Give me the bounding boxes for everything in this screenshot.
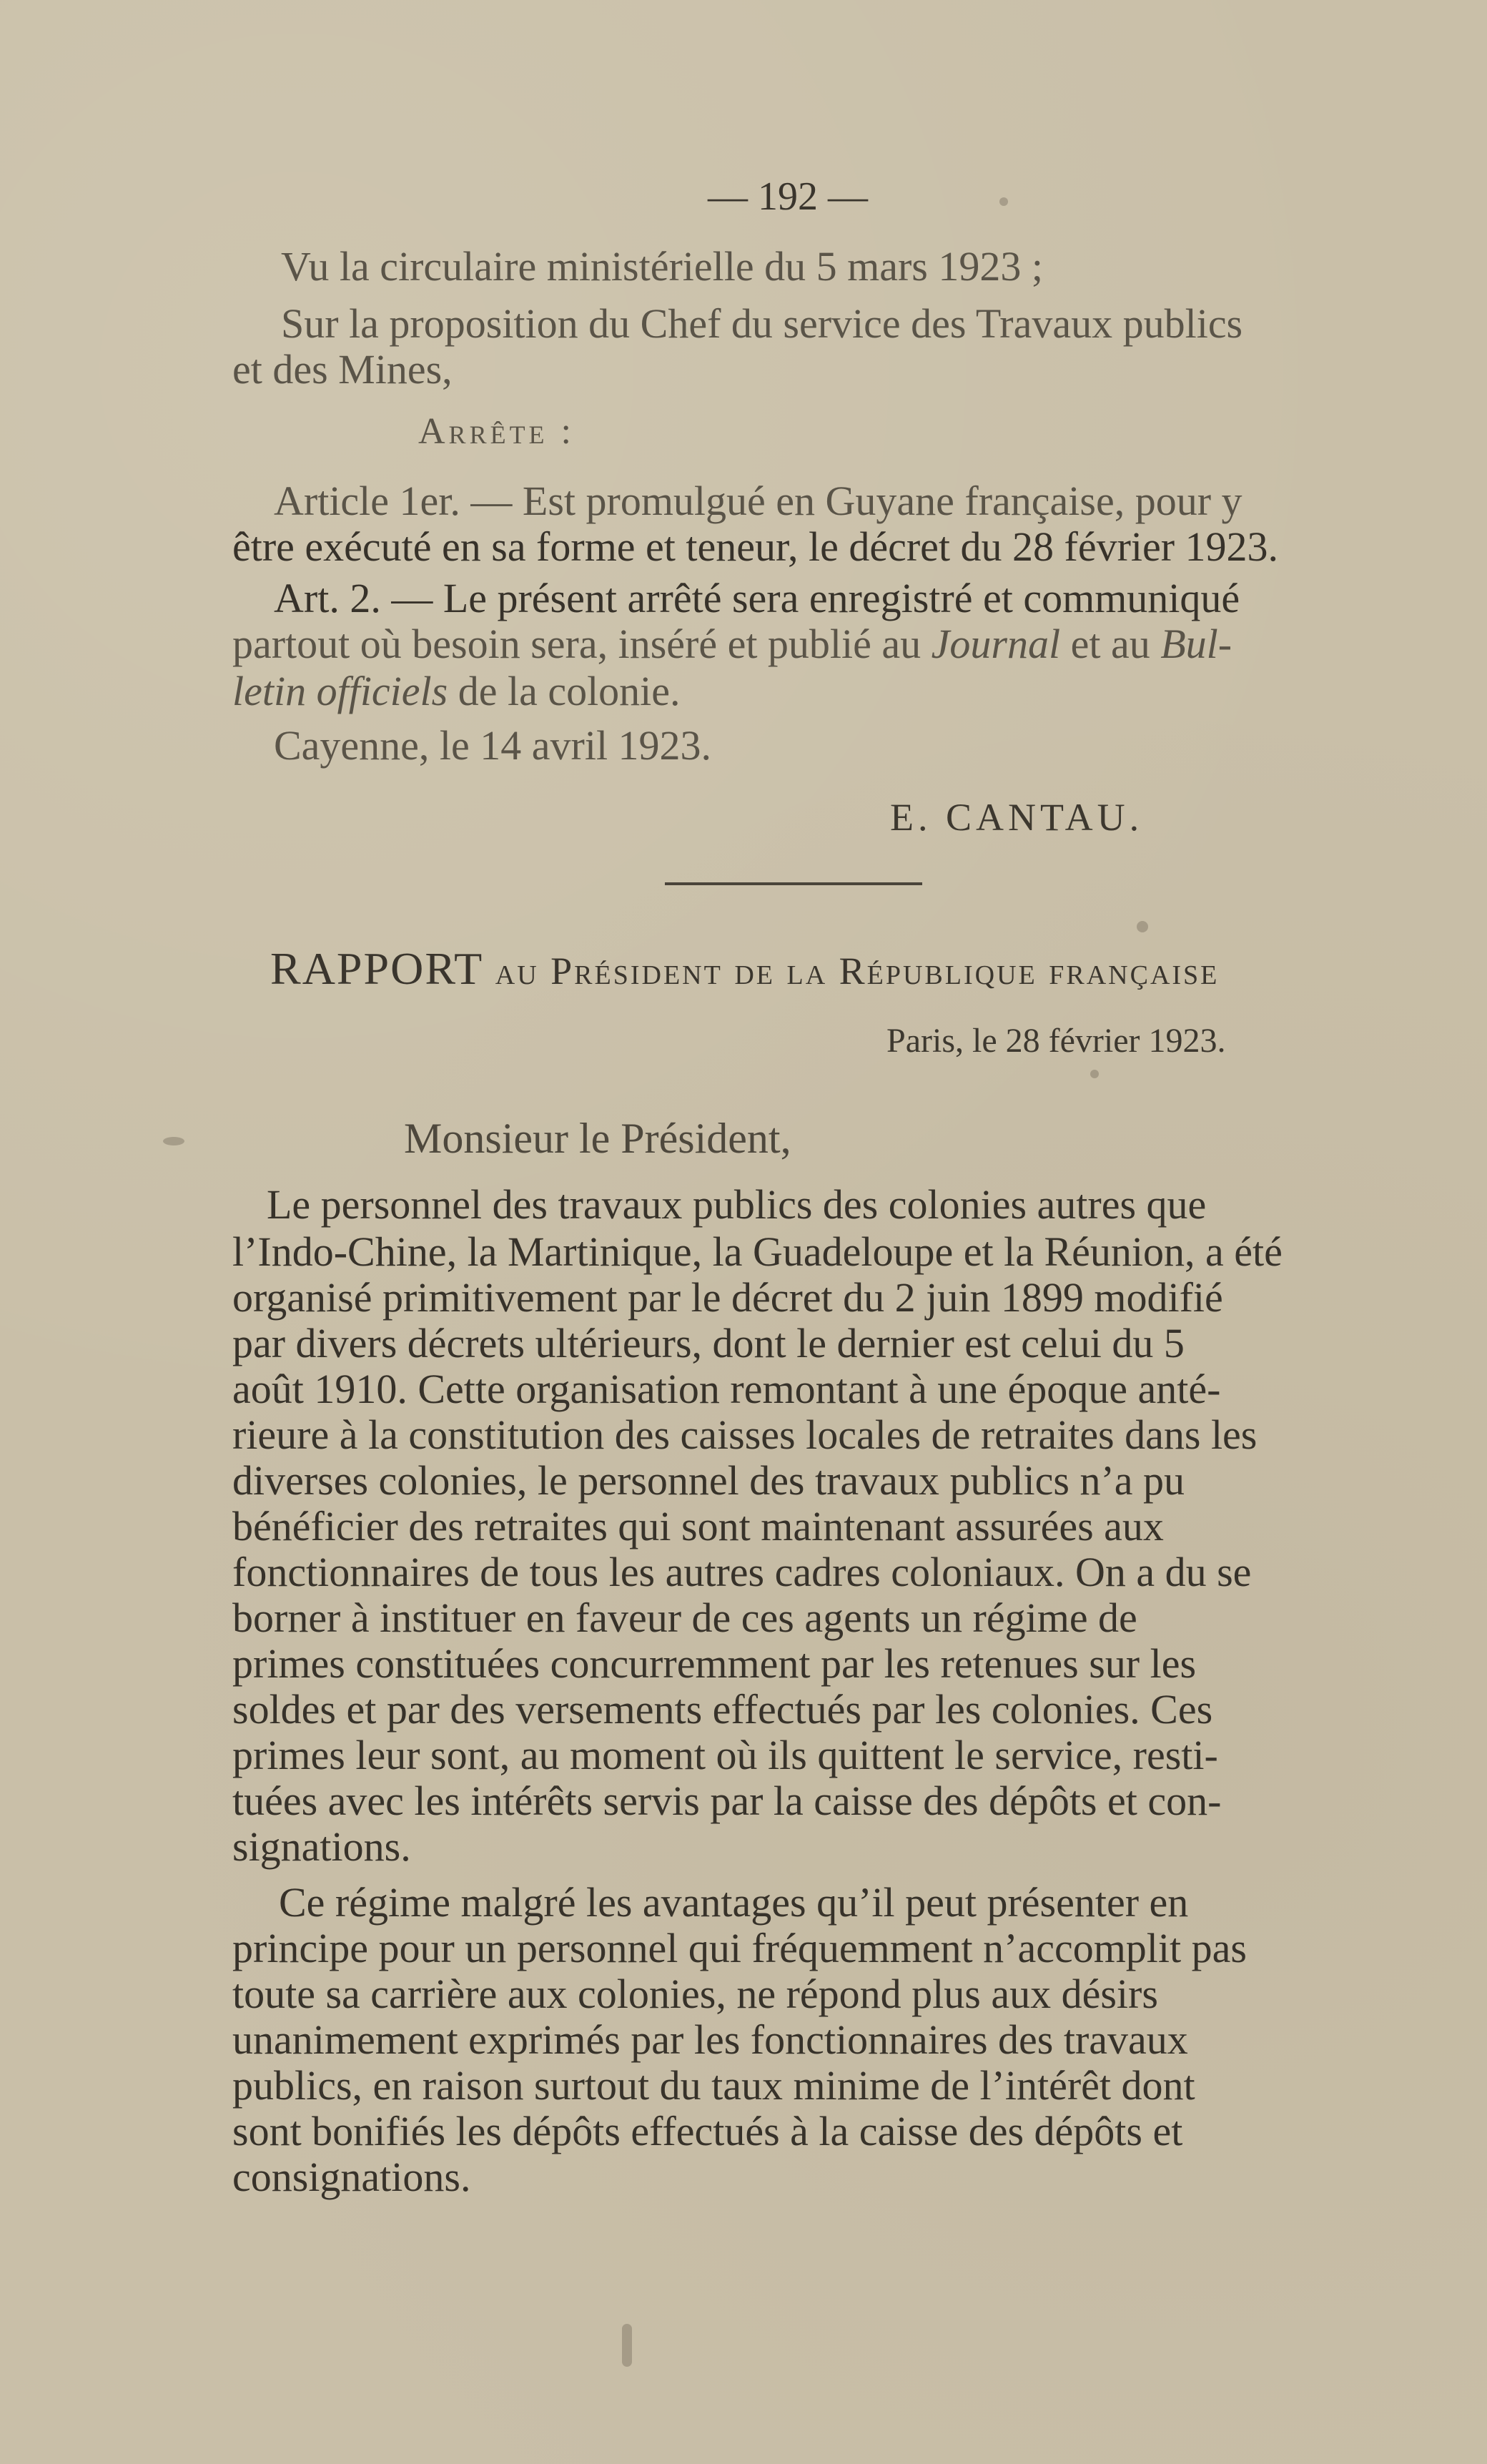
paragraph-line: Le personnel des travaux publics des colonies autres que	[267, 1181, 1207, 1228]
heading-rest: au Président de la République française	[483, 950, 1220, 992]
paper-speck	[999, 197, 1008, 206]
paragraph-line: août 1910. Cette organisation remontant à une époque anté-	[232, 1366, 1221, 1412]
text-line: et des Mines,	[232, 346, 453, 393]
paper-speck	[622, 2324, 632, 2367]
journal-title: Journal	[931, 621, 1061, 667]
separator-rule	[665, 882, 922, 885]
text-span: partout où besoin sera, inséré et publié au	[232, 621, 932, 667]
paragraph-line: unanimement exprimés par les fonctionnaires des travaux	[232, 2016, 1188, 2063]
paragraph-line: fonctionnaires de tous les autres cadres coloniaux. On a du se	[232, 1549, 1252, 1595]
text-span: et au	[1060, 621, 1161, 667]
paragraph-line: principe pour un personnel qui fréquemment n’accomplit pas	[232, 1925, 1247, 1971]
bulletin-title-part: letin officiels	[232, 668, 448, 714]
text-line: Sur la proposition du Chef du service des Travaux publics	[281, 300, 1243, 347]
paragraph-line: rieure à la constitution des caisses locales de retraites dans les	[232, 1411, 1258, 1458]
salutation: Monsieur le Président,	[404, 1115, 791, 1162]
place-date: Cayenne, le 14 avril 1923.	[274, 722, 712, 769]
text-line: Vu la circulaire ministérielle du 5 mars 1923 ;	[281, 243, 1043, 290]
paper-speck	[1137, 921, 1148, 932]
text-line	[232, 621, 1232, 667]
text-line	[232, 668, 681, 714]
paragraph-line: toute sa carrière aux colonies, ne répond plus aux désirs	[232, 1971, 1158, 2017]
report-dateline: Paris, le 28 février 1923.	[886, 1022, 1226, 1060]
paragraph-line: organisé primitivement par le décret du 2 juin 1899 modifié	[232, 1274, 1223, 1321]
paragraph-line: tuées avec les intérêts servis par la caisse des dépôts et con-	[232, 1778, 1222, 1824]
paragraph-line: borner à instituer en faveur de ces agents un régime de	[232, 1595, 1137, 1641]
paragraph-line: signations.	[232, 1823, 411, 1870]
paragraph-line: bénéficier des retraites qui sont maintenant assurées aux	[232, 1503, 1164, 1549]
paper-speck	[163, 1137, 184, 1145]
paragraph-line: Ce régime malgré les avantages qu’il peut présenter en	[279, 1879, 1189, 1926]
report-heading	[270, 942, 1219, 995]
paragraph-line: par divers décrets ultérieurs, dont le dernier est celui du 5	[232, 1320, 1185, 1366]
paragraph-line: diverses colonies, le personnel des travaux publics n’a pu	[232, 1457, 1185, 1504]
paragraph-line: primes leur sont, au moment où ils quittent le service, resti-	[232, 1732, 1218, 1778]
signature: E. CANTAU.	[890, 796, 1144, 839]
text-span: de la colonie.	[448, 668, 681, 714]
text-line: Art. 2. — Le présent arrêté sera enregistré et communiqué	[274, 575, 1240, 621]
paragraph-line: consignations.	[232, 2154, 471, 2200]
paragraph-line: sont bonifiés les dépôts effectués à la caisse des dépôts et	[232, 2108, 1183, 2154]
paragraph-line: l’Indo-Chine, la Martinique, la Guadeloupe et la Réunion, a été	[232, 1228, 1283, 1275]
bulletin-title-part: Bul-	[1160, 621, 1232, 667]
text-line: Article 1er. — Est promulgué en Guyane française, pour y	[274, 478, 1243, 524]
text-line: être exécuté en sa forme et teneur, le décret du 28 février 1923.	[232, 523, 1279, 570]
paragraph-line: publics, en raison surtout du taux minime de l’intérêt dont	[232, 2062, 1195, 2109]
paragraph-line: soldes et par des versements effectués par les colonies. Ces	[232, 1686, 1213, 1733]
heading-lead: RAPPORT	[270, 943, 484, 994]
paragraph-line: primes constituées concurremment par les retenues sur les	[232, 1640, 1197, 1687]
page-number: — 192 —	[708, 174, 868, 219]
arrete-heading: Arrête :	[418, 411, 575, 452]
paper-speck	[1090, 1070, 1099, 1078]
